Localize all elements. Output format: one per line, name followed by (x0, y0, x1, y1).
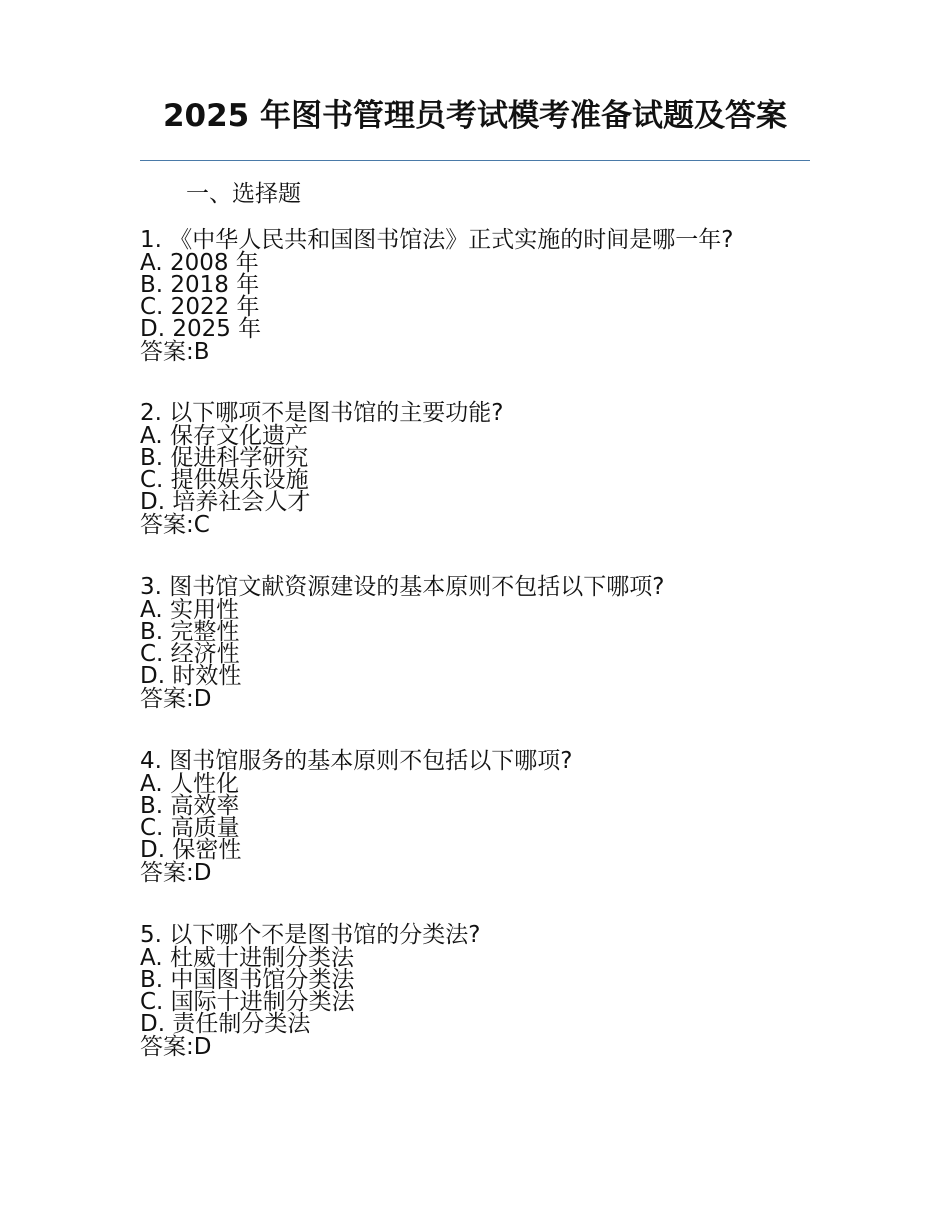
option-d: D. 2025 年 (140, 316, 262, 342)
option-d: D. 时效性 (140, 663, 242, 689)
section-heading: 一、选择题 (186, 181, 301, 207)
option-c: C. 经济性 (140, 641, 240, 667)
option-c: C. 国际十进制分类法 (140, 989, 355, 1015)
option-a: A. 保存文化遗产 (140, 423, 308, 449)
question-1 (140, 227, 810, 365)
question-stem: 4. 图书馆服务的基本原则不包括以下哪项? (140, 748, 573, 774)
title-underline (140, 160, 810, 161)
option-b: B. 2018 年 (140, 272, 260, 298)
document-title: 2025 年图书管理员考试模考准备试题及答案 (162, 98, 788, 134)
option-c: C. 高质量 (140, 815, 240, 841)
answer-text: 答案:D (140, 860, 212, 886)
option-a: A. 人性化 (140, 771, 239, 797)
question-stem: 3. 图书馆文献资源建设的基本原则不包括以下哪项? (140, 574, 665, 600)
answer-text: 答案:B (140, 339, 210, 365)
question-stem: 1. 《中华人民共和国图书馆法》正式实施的时间是哪一年? (140, 227, 734, 253)
question-4 (140, 748, 810, 886)
option-a: A. 实用性 (140, 597, 239, 623)
option-a: A. 杜威十进制分类法 (140, 945, 354, 971)
question-5 (140, 922, 810, 1060)
option-b: B. 完整性 (140, 619, 240, 645)
question-3 (140, 574, 810, 712)
answer-text: 答案:C (140, 512, 210, 538)
option-b: B. 促进科学研究 (140, 445, 309, 471)
option-c: C. 2022 年 (140, 294, 260, 320)
option-d: D. 培养社会人才 (140, 489, 311, 515)
answer-text: 答案:D (140, 1034, 212, 1060)
option-a: A. 2008 年 (140, 250, 259, 276)
option-b: B. 中国图书馆分类法 (140, 967, 355, 993)
option-c: C. 提供娱乐设施 (140, 467, 309, 493)
option-b: B. 高效率 (140, 793, 240, 819)
question-2 (140, 400, 810, 538)
option-d: D. 责任制分类法 (140, 1011, 311, 1037)
question-stem: 2. 以下哪项不是图书馆的主要功能? (140, 400, 504, 426)
option-d: D. 保密性 (140, 837, 242, 863)
question-stem: 5. 以下哪个不是图书馆的分类法? (140, 922, 481, 948)
answer-text: 答案:D (140, 686, 212, 712)
